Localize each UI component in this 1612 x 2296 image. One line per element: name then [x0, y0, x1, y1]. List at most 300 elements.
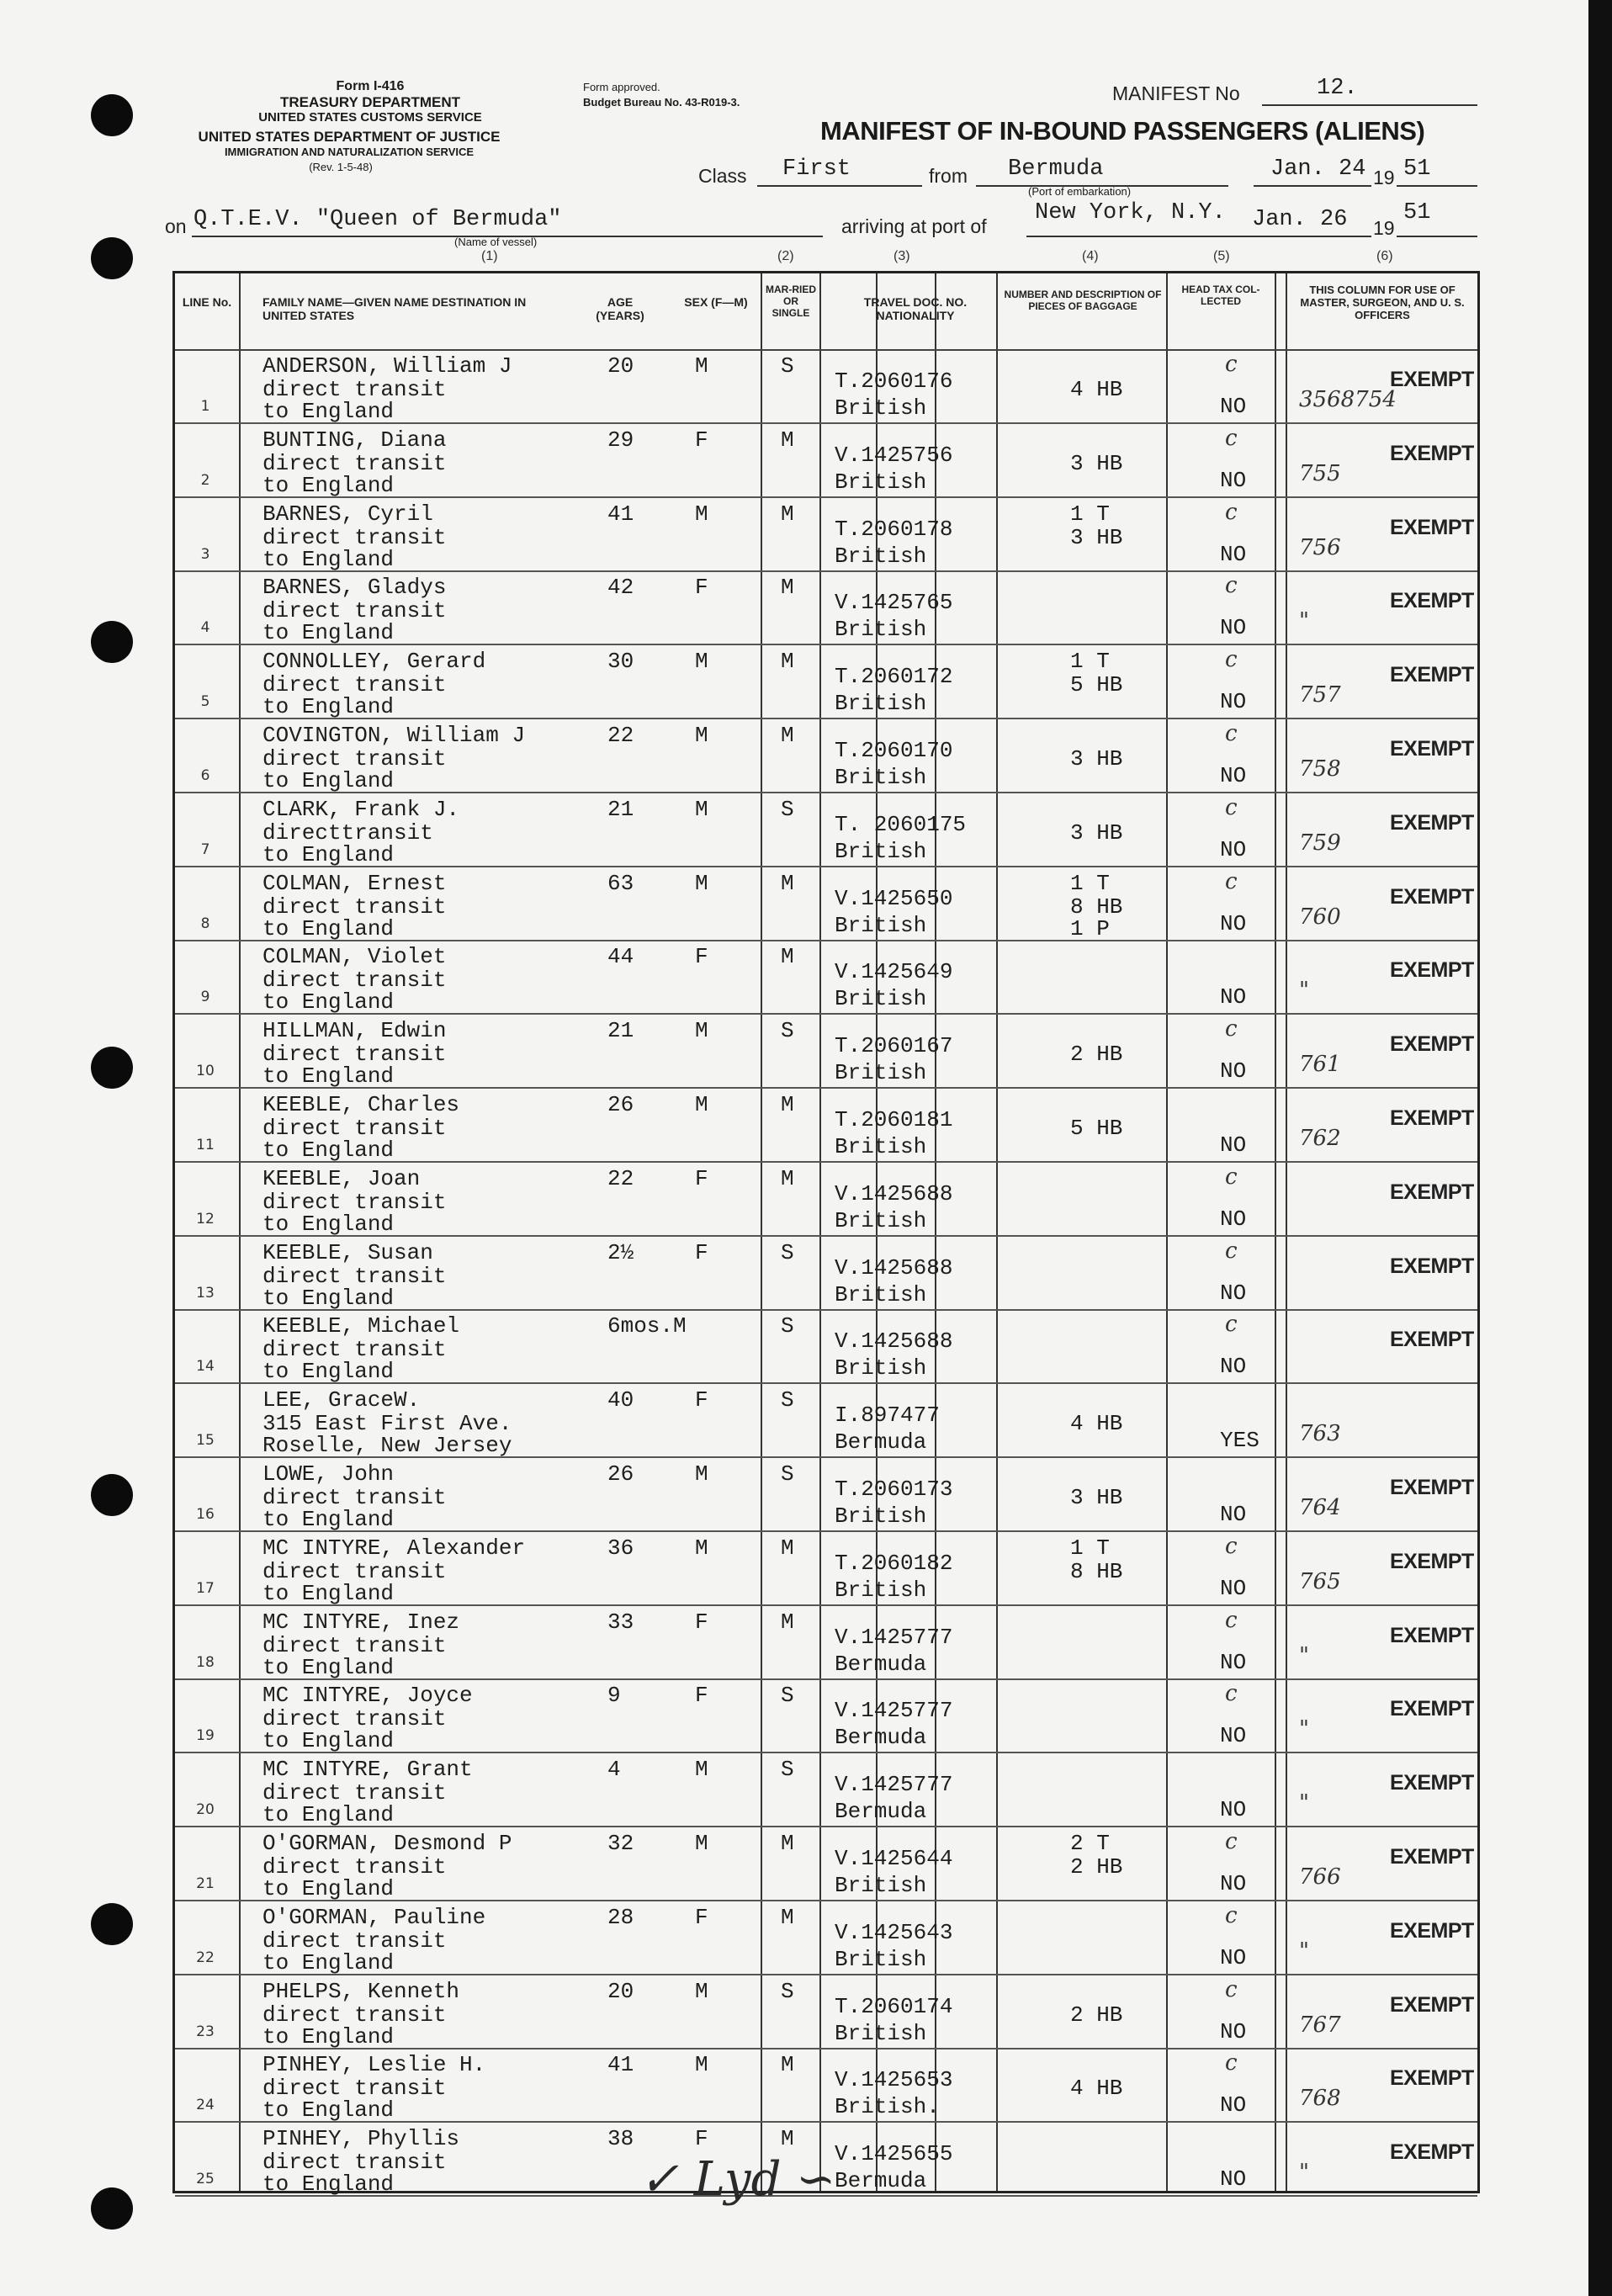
passenger-age: 38	[607, 2126, 634, 2152]
destination-line-2: to England	[262, 1728, 395, 1754]
head-tax-collected: NO	[1220, 836, 1247, 862]
passenger-sex: F	[695, 1609, 708, 1635]
line-number: 11	[196, 1137, 215, 1153]
line-number: 9	[200, 989, 210, 1006]
officer-number: "	[1299, 1642, 1309, 1668]
line-number: 20	[196, 1801, 215, 1819]
head-tax-collected: YES	[1220, 1428, 1259, 1454]
table-row	[175, 720, 1477, 793]
arrival-date: Jan. 26	[1252, 207, 1348, 232]
head-tax-checkmark: c	[1225, 499, 1238, 525]
passenger-name: KEEBLE, Charles	[262, 1092, 460, 1117]
passenger-age: 26	[607, 1461, 634, 1487]
head-tax-checkmark: c	[1225, 868, 1238, 894]
nationality: British	[835, 1873, 927, 1898]
destination-line-2: to England	[262, 1949, 395, 1975]
travel-doc-number: T.2060173	[835, 1477, 953, 1502]
passenger-age: 6mos.M	[607, 1313, 687, 1339]
baggage-line-2: 2 HB	[1070, 1042, 1123, 1068]
destination-line-1: direct transit	[262, 1263, 447, 1289]
line-number: 7	[200, 840, 210, 858]
marital-status: S	[781, 1387, 794, 1413]
travel-doc-number: V.1425777	[835, 1698, 953, 1724]
destination-line-2: to England	[262, 1654, 395, 1680]
officer-number: 762	[1299, 1126, 1341, 1151]
baggage-line-1: 1 T	[1070, 501, 1110, 527]
head-tax-collected: NO	[1220, 1502, 1247, 1527]
marital-status: S	[781, 1757, 794, 1783]
officer-number: 3568754	[1299, 387, 1397, 412]
marital-status: M	[781, 944, 794, 970]
baggage-line-2: 4 HB	[1070, 2076, 1123, 2102]
nationality: British	[835, 1355, 927, 1381]
exempt-stamp: EXEMPT	[1390, 810, 1474, 835]
table-row	[175, 794, 1477, 867]
passenger-age: 21	[607, 796, 634, 822]
baggage-line-1: 1 T	[1070, 649, 1110, 675]
port-embark-caption: (Port of embarkation)	[1028, 185, 1132, 198]
marital-status: S	[781, 1978, 794, 2004]
head-tax-collected: NO	[1220, 1871, 1247, 1896]
head-tax-collected: NO	[1220, 1649, 1247, 1675]
head-tax-collected: NO	[1220, 984, 1247, 1010]
table-row	[175, 1385, 1477, 1458]
passenger-name: KEEBLE, Michael	[262, 1313, 460, 1339]
table-row	[175, 1976, 1477, 2049]
head-tax-checkmark: c	[1225, 794, 1238, 820]
travel-doc-number: V.1425650	[835, 885, 953, 911]
line-number: 2	[200, 471, 210, 489]
destination-line-1: direct transit	[262, 746, 447, 772]
destination-line-2: to England	[262, 546, 395, 572]
destination-line-1: direct transit	[262, 1558, 447, 1584]
passenger-sex: F	[695, 1239, 708, 1265]
line-number: 12	[196, 1210, 215, 1228]
destination-line-1: direct transit	[262, 968, 447, 994]
col-header-age: AGE (YEARS)	[596, 295, 644, 322]
punch-hole	[91, 237, 133, 279]
table-row	[175, 425, 1477, 498]
col-header-baggage: NUMBER AND DESCRIPTION OF PIECES OF BAGGAGE	[1004, 289, 1162, 312]
table-row	[175, 1090, 1477, 1163]
arriving-label: arriving at port of	[841, 215, 987, 237]
table-row	[175, 941, 1477, 1015]
on-label: on	[165, 215, 187, 237]
baggage-line-2: 8 HB	[1070, 1558, 1123, 1584]
table-row	[175, 572, 1477, 645]
destination-line-1: direct transit	[262, 1485, 447, 1510]
nationality: British	[835, 617, 927, 643]
passenger-age: 32	[607, 1831, 634, 1856]
passenger-name: MC INTYRE, Inez	[262, 1609, 460, 1635]
travel-doc-number: T.2060174	[835, 1993, 953, 2019]
line-number: 8	[200, 915, 210, 932]
marital-status: S	[781, 1313, 794, 1339]
col-header-travel-doc: TRAVEL DOC. NO. NATIONALITY	[863, 295, 968, 322]
travel-doc-number: T.2060167	[835, 1033, 953, 1059]
passenger-sex: F	[695, 1387, 708, 1413]
passenger-sex: M	[695, 1092, 708, 1117]
line-number: 10	[196, 1063, 215, 1080]
passenger-name: KEEBLE, Susan	[262, 1239, 433, 1265]
line-number: 25	[196, 2171, 215, 2188]
travel-doc-number: V.1425688	[835, 1328, 953, 1355]
line-number: 13	[196, 1284, 215, 1302]
head-tax-checkmark: c	[1225, 425, 1238, 451]
officer-number: 759	[1299, 830, 1341, 856]
column-number: (4)	[1082, 249, 1099, 263]
table-row	[175, 1015, 1477, 1089]
line-number: 16	[196, 1506, 215, 1523]
marital-status: M	[781, 723, 794, 748]
passenger-name: COLMAN, Violet	[262, 944, 447, 970]
marital-status: M	[781, 575, 794, 601]
exempt-stamp: EXEMPT	[1390, 958, 1474, 983]
nationality: British	[835, 1207, 927, 1233]
table-row	[175, 499, 1477, 572]
column-number: (1)	[481, 249, 498, 263]
marital-status: M	[781, 427, 794, 453]
nationality: Bermuda	[835, 1725, 927, 1751]
exempt-stamp: EXEMPT	[1390, 1918, 1474, 1943]
passenger-age: 41	[607, 501, 634, 527]
travel-doc-number: V.1425649	[835, 959, 953, 985]
passenger-age: 4	[607, 1757, 621, 1783]
baggage-line-2: 3 HB	[1070, 819, 1123, 846]
from-value: Bermuda	[1008, 156, 1104, 182]
exempt-stamp: EXEMPT	[1390, 589, 1474, 613]
column-number: (5)	[1213, 249, 1230, 263]
head-tax-collected: NO	[1220, 615, 1247, 641]
passenger-age: 21	[607, 1018, 634, 1044]
baggage-line-2: 8 HB	[1070, 893, 1123, 920]
destination-line-1: direct transit	[262, 672, 447, 698]
passenger-name: BARNES, Cyril	[262, 501, 433, 527]
head-tax-collected: NO	[1220, 1058, 1247, 1084]
passenger-age: 22	[607, 1165, 634, 1191]
head-tax-checkmark: c	[1225, 1016, 1238, 1042]
marital-status: M	[781, 1609, 794, 1635]
travel-doc-number: V.1425777	[835, 1772, 953, 1798]
line-number: 17	[196, 1579, 215, 1597]
nationality: British	[835, 1577, 927, 1603]
line-number: 21	[196, 1875, 215, 1892]
officer-number: 768	[1299, 2086, 1341, 2112]
head-tax-collected: NO	[1220, 1797, 1247, 1823]
passenger-name: MC INTYRE, Joyce	[262, 1683, 473, 1709]
line-number: 5	[200, 693, 210, 711]
passenger-sex: M	[695, 353, 708, 379]
destination-line-2: to England	[262, 620, 395, 646]
destination-line-2: to England	[262, 1063, 395, 1090]
destination-line-2: to England	[262, 2171, 395, 2198]
destination-line-1: directtransit	[262, 819, 433, 846]
passenger-name: CLARK, Frank J.	[262, 796, 460, 822]
destination-line-2: to England	[262, 1211, 395, 1237]
head-tax-checkmark: c	[1225, 1238, 1238, 1264]
passenger-sex: F	[695, 1165, 708, 1191]
officer-number: "	[1299, 1790, 1309, 1816]
nationality: British	[835, 2020, 927, 2046]
passenger-age: 42	[607, 575, 634, 601]
passenger-name: KEEBLE, Joan	[262, 1165, 421, 1191]
nationality: British.	[835, 2094, 940, 2120]
manifest-title: MANIFEST OF IN-BOUND PASSENGERS (ALIENS)	[820, 116, 1425, 146]
baggage-line-2: 4 HB	[1070, 377, 1123, 402]
passenger-name: HILLMAN, Edwin	[262, 1018, 447, 1044]
exempt-stamp: EXEMPT	[1390, 1106, 1474, 1130]
passenger-sex: F	[695, 427, 708, 453]
passenger-sex: M	[695, 870, 708, 896]
passenger-sex: M	[695, 1757, 708, 1783]
line-number: 24	[196, 2097, 215, 2114]
head-tax-collected: NO	[1220, 1206, 1247, 1232]
line-number: 3	[200, 545, 210, 563]
passenger-sex: F	[695, 1683, 708, 1709]
head-tax-checkmark: c	[1225, 647, 1238, 673]
travel-doc-number: V.1425765	[835, 590, 953, 616]
travel-doc-number: T.2060170	[835, 738, 953, 763]
travel-doc-number: T. 2060175	[835, 811, 967, 837]
baggage-line-2: 2 HB	[1070, 2002, 1123, 2028]
travel-doc-number: V.1425653	[835, 2067, 953, 2093]
embark-date-line	[1254, 185, 1371, 187]
arrival-port: New York, N.Y.	[1035, 200, 1226, 225]
destination-line-1: direct transit	[262, 598, 447, 624]
destination-line-2: Roselle, New Jersey	[262, 1433, 512, 1459]
line-number: 15	[196, 1432, 215, 1450]
destination-line-1: direct transit	[262, 524, 447, 550]
customs-service: UNITED STATES CUSTOMS SERVICE	[258, 110, 482, 125]
column-number: (6)	[1376, 249, 1393, 263]
nationality: British	[835, 765, 927, 790]
travel-doc-number: V.1425655	[835, 2141, 953, 2167]
table-row	[175, 1459, 1477, 1532]
head-tax-collected: NO	[1220, 2018, 1247, 2044]
officer-number: 761	[1299, 1052, 1341, 1078]
destination-line-2: to England	[262, 989, 395, 1015]
nationality: British	[835, 986, 927, 1012]
destination-line-1: direct transit	[262, 893, 447, 920]
exempt-stamp: EXEMPT	[1390, 2140, 1474, 2165]
line-number: 4	[200, 619, 210, 637]
head-tax-checkmark: c	[1225, 1312, 1238, 1338]
head-tax-checkmark: c	[1225, 1607, 1238, 1633]
travel-doc-number: T.2060181	[835, 1107, 953, 1132]
nationality: British	[835, 469, 927, 495]
passenger-sex: M	[695, 649, 708, 675]
destination-line-1: direct transit	[262, 377, 447, 402]
passenger-name: BUNTING, Diana	[262, 427, 447, 453]
column-number: (2)	[777, 249, 794, 263]
exempt-stamp: EXEMPT	[1390, 1697, 1474, 1721]
officer-number: 767	[1299, 2012, 1341, 2038]
destination-line-2: to England	[262, 1507, 395, 1532]
nationality: Bermuda	[835, 1799, 927, 1825]
travel-doc-number: T.2060176	[835, 369, 953, 394]
exempt-stamp: EXEMPT	[1390, 368, 1474, 391]
passenger-name: MC INTYRE, Grant	[262, 1757, 473, 1783]
exempt-stamp: EXEMPT	[1390, 884, 1474, 909]
head-tax-collected: NO	[1220, 689, 1247, 715]
marital-status: M	[781, 1535, 794, 1561]
embark-year: 51	[1403, 156, 1431, 182]
officer-number: 765	[1299, 1568, 1341, 1594]
passenger-name: COVINGTON, William J	[262, 723, 526, 748]
head-tax-checkmark: c	[1225, 1902, 1238, 1928]
destination-line-1: direct transit	[262, 1706, 447, 1732]
destination-line-2: to England	[262, 915, 395, 941]
vessel-name: Q.T.E.V. "Queen of Bermuda"	[194, 207, 562, 232]
line-number: 1	[200, 398, 210, 415]
destination-line-1: direct transit	[262, 1780, 447, 1806]
embark-year-line	[1397, 185, 1477, 187]
destination-line-1: direct transit	[262, 2076, 447, 2102]
col-header-head-tax: HEAD TAX COL-LECTED	[1181, 284, 1260, 307]
table-row	[175, 1238, 1477, 1311]
head-tax-collected: NO	[1220, 394, 1247, 419]
destination-line-1: direct transit	[262, 1116, 447, 1141]
officer-number: 764	[1299, 1495, 1341, 1520]
line-number: 6	[200, 767, 210, 784]
nationality: British	[835, 1946, 927, 1972]
destination-line-1: direct transit	[262, 1927, 447, 1954]
exempt-stamp: EXEMPT	[1390, 1623, 1474, 1647]
baggage-line-1: 2 T	[1070, 1831, 1110, 1856]
destination-line-2: to England	[262, 472, 395, 498]
passenger-age: 29	[607, 427, 634, 453]
nationality: British	[835, 838, 927, 864]
col-header-officers: THIS COLUMN FOR USE OF MASTER, SURGEON, AND U. S. OFFICERS	[1300, 284, 1465, 321]
passenger-name: LEE, GraceW.	[262, 1387, 421, 1413]
travel-doc-number: V.1425777	[835, 1624, 953, 1650]
marital-status: M	[781, 1165, 794, 1191]
travel-doc-number: I.897477	[835, 1403, 940, 1429]
marital-status: S	[781, 1018, 794, 1044]
exempt-stamp: EXEMPT	[1390, 441, 1474, 465]
destination-line-1: 315 East First Ave.	[262, 1411, 512, 1437]
passenger-name: MC INTYRE, Alexander	[262, 1535, 526, 1561]
travel-doc-number: T.2060178	[835, 516, 953, 542]
passenger-age: 26	[607, 1092, 634, 1117]
ins-service: IMMIGRATION AND NATURALIZATION SERVICE	[224, 146, 475, 158]
destination-line-1: direct transit	[262, 1854, 447, 1880]
head-tax-checkmark: c	[1225, 1829, 1238, 1854]
baggage-line-2: 3 HB	[1070, 450, 1123, 476]
baggage-line-2: 3 HB	[1070, 1485, 1123, 1510]
manifest-no-label: MANIFEST No	[1112, 82, 1240, 104]
passenger-age: 44	[607, 944, 634, 970]
punch-hole	[91, 1474, 133, 1516]
arrival-year: 51	[1403, 200, 1431, 225]
nationality: Bermuda	[835, 1429, 927, 1456]
passenger-sex: F	[695, 944, 708, 970]
marital-status: M	[781, 1831, 794, 1856]
col-header-sex: SEX (F—M)	[684, 295, 748, 309]
passenger-table	[172, 271, 1480, 2198]
nationality: British	[835, 1281, 927, 1307]
table-row	[175, 1828, 1477, 1901]
travel-doc-number: V.1425644	[835, 1846, 953, 1871]
table-row	[175, 351, 1477, 424]
head-tax-collected: NO	[1220, 541, 1247, 567]
officer-number: "	[1299, 1938, 1309, 1964]
destination-line-1: direct transit	[262, 1189, 447, 1215]
exempt-stamp: EXEMPT	[1390, 1254, 1474, 1278]
passenger-name: PINHEY, Leslie H.	[262, 2052, 486, 2078]
officer-number: "	[1299, 978, 1309, 1004]
embark-date: Jan. 24	[1270, 156, 1366, 182]
destination-line-2: to England	[262, 2097, 395, 2124]
head-tax-collected: NO	[1220, 1944, 1247, 1970]
exempt-stamp: EXEMPT	[1390, 1992, 1474, 2017]
passenger-sex: F	[695, 2126, 708, 2152]
exempt-stamp: EXEMPT	[1390, 1549, 1474, 1573]
destination-line-2: to England	[262, 768, 395, 793]
head-tax-collected: NO	[1220, 910, 1247, 936]
exempt-stamp: EXEMPT	[1390, 1180, 1474, 1204]
travel-doc-number: V.1425688	[835, 1254, 953, 1281]
marital-status: M	[781, 501, 794, 527]
baggage-line-3: 1 P	[1070, 915, 1110, 941]
passenger-name: PHELPS, Kenneth	[262, 1978, 460, 2004]
passenger-age: 33	[607, 1609, 634, 1635]
baggage-line-2: 3 HB	[1070, 524, 1123, 550]
passenger-sex: M	[695, 1461, 708, 1487]
table-row	[175, 1607, 1477, 1680]
destination-line-2: to England	[262, 841, 395, 867]
destination-line-2: to England	[262, 1876, 395, 1901]
passenger-age: 28	[607, 1904, 634, 1930]
passenger-sex: M	[695, 1535, 708, 1561]
baggage-line-1: 1 T	[1070, 870, 1110, 896]
passenger-age: 22	[607, 723, 634, 748]
destination-line-2: to England	[262, 399, 395, 424]
marital-status: S	[781, 353, 794, 379]
travel-doc-number: V.1425688	[835, 1180, 953, 1206]
head-tax-checkmark: c	[1225, 721, 1238, 746]
passenger-sex: M	[695, 1018, 708, 1044]
passenger-sex: M	[695, 796, 708, 822]
nationality: British	[835, 912, 927, 938]
officer-number: "	[1299, 1716, 1309, 1742]
destination-line-1: direct transit	[262, 1337, 447, 1363]
passenger-sex: M	[695, 501, 708, 527]
nationality: British	[835, 543, 927, 569]
marital-status: M	[781, 1904, 794, 1930]
head-tax-collected: NO	[1220, 1575, 1247, 1601]
treasury-dept: TREASURY DEPARTMENT	[279, 94, 461, 110]
travel-doc-number: T.2060172	[835, 664, 953, 690]
marital-status: M	[781, 870, 794, 896]
head-tax-checkmark: c	[1225, 2050, 1238, 2076]
destination-line-2: to England	[262, 1285, 395, 1311]
nationality: Bermuda	[835, 1651, 927, 1677]
marital-status: M	[781, 649, 794, 675]
embark-year-prefix: 19	[1373, 167, 1395, 188]
table-row	[175, 1680, 1477, 1753]
arrival-line	[1026, 236, 1371, 237]
arrival-year-prefix: 19	[1373, 217, 1395, 239]
baggage-line-2: 2 HB	[1070, 1854, 1123, 1880]
form-revision: (Rev. 1-5-48)	[309, 161, 373, 173]
officer-number: 763	[1299, 1421, 1341, 1447]
exempt-stamp: EXEMPT	[1390, 1771, 1474, 1795]
column-number: (3)	[893, 249, 910, 263]
col-header-line: LINE No.	[182, 295, 232, 309]
head-tax-checkmark: c	[1225, 1681, 1238, 1707]
punch-hole	[91, 94, 133, 136]
